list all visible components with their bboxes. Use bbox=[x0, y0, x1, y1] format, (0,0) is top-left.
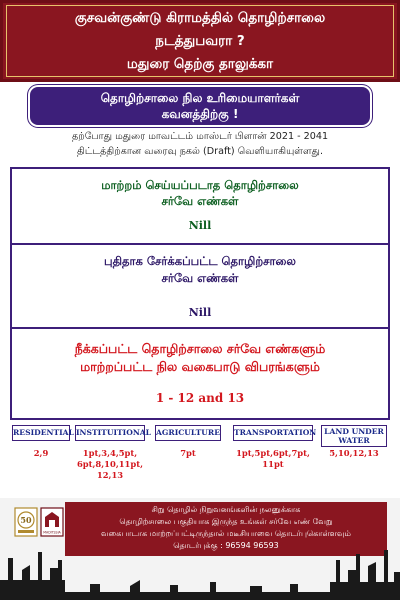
category-residential-heading: RESIDENTIAL bbox=[12, 425, 70, 441]
footer-line-2: தொழிற்சாலை பகுதியாக இருந்த உங்கள் சர்வே எண் வேறு bbox=[119, 517, 333, 526]
footer-line-1: சிறு தொழில் நிறுவனங்களின் நலனுக்காக bbox=[151, 505, 301, 514]
unchanged-value: Nill bbox=[188, 219, 212, 232]
removed-title-line-2: மாற்றப்பட்ட நில வகைபாடு விபரங்களும் bbox=[80, 359, 320, 374]
header-line-3: மதுரை தெற்கு தாலுக்கா bbox=[126, 56, 274, 72]
attention-banner bbox=[30, 87, 370, 125]
land-under-water-values bbox=[321, 448, 387, 459]
anniversary-logo-text: 50 bbox=[20, 515, 32, 525]
agriculture-values bbox=[155, 448, 221, 459]
panel-divider-1 bbox=[10, 243, 390, 245]
footer-contact: தொடர்புக்கு : 96594 96593 bbox=[173, 541, 279, 550]
added-title-line-2: சர்வே எண்கள் bbox=[161, 271, 239, 285]
unchanged-title-line-1: மாற்றம் செய்யப்படாத தொழிற்சாலை bbox=[101, 178, 299, 192]
transportation-value-1: 1pt,5pt,6pt,7pt, bbox=[236, 448, 310, 458]
transportation-value-2: 11pt bbox=[262, 459, 284, 469]
madissia-logo-text: MADITSSIA bbox=[43, 530, 61, 535]
category-institutional-heading: INSTITUITIONAL bbox=[75, 425, 145, 441]
institutional-value-1: 1pt,3,4,5pt, bbox=[82, 448, 138, 458]
removed-title-line-1: நீக்கப்பட்ட தொழிற்சாலை சர்வே எண்களும் bbox=[74, 341, 326, 356]
header-banner bbox=[0, 0, 400, 82]
madissia-logo bbox=[40, 507, 64, 537]
added-value: Nill bbox=[188, 306, 212, 319]
notice-line-2: திட்டத்திற்கான வரைவு நகல் (Draft) வெளியாகியுள்ளது. bbox=[76, 146, 323, 157]
category-transportation-heading: TRANSPORTATION bbox=[233, 425, 313, 441]
header-line-1: குசவன்குண்டு கிராமத்தில் தொழிற்சாலை bbox=[74, 10, 326, 26]
category-agriculture-heading: AGRICULTURE bbox=[155, 425, 221, 441]
transportation-values bbox=[229, 448, 317, 470]
residential-values bbox=[12, 448, 70, 459]
factory-skyline-silhouette bbox=[0, 540, 400, 600]
residential-value: 2,9 bbox=[33, 448, 49, 458]
institutional-value-2: 6pt,8,10,11pt, bbox=[76, 459, 144, 469]
footer-line-3: வகைபாடாக மாற்றப்பட்டிருந்தால் மடீசியாவை தொடர்புகொள்ளவும் bbox=[100, 529, 351, 538]
attention-line-2: கவனத்திற்கு ! bbox=[161, 107, 239, 121]
institutional-values bbox=[72, 448, 148, 481]
category-land-under-water-heading bbox=[321, 425, 387, 447]
unchanged-title-line-2: சர்வே எண்கள் bbox=[161, 194, 239, 208]
added-title-line-1: புதிதாக சேர்க்கப்பட்ட தொழிற்சாலை bbox=[104, 254, 296, 268]
notice-line-1: தற்போது மதுரை மாவட்டம் மாஸ்டர் பிளான் 2021 - 2041 bbox=[71, 131, 329, 142]
category-land-under-water-line-2: WATER bbox=[338, 436, 370, 445]
anniversary-logo bbox=[14, 507, 38, 537]
agriculture-value: 7pt bbox=[180, 448, 196, 458]
removed-value: 1 - 12 and 13 bbox=[155, 391, 245, 405]
institutional-value-3: 12,13 bbox=[96, 470, 124, 480]
land-under-water-value: 5,10,12,13 bbox=[329, 448, 379, 458]
category-land-under-water-line-1: LAND UNDER bbox=[324, 427, 384, 436]
attention-line-1: தொழிற்சாலை நில உரிமையாளர்கள் bbox=[100, 91, 300, 105]
panel-divider-2 bbox=[10, 327, 390, 329]
header-line-2: நடத்துபவரா ? bbox=[155, 33, 245, 49]
